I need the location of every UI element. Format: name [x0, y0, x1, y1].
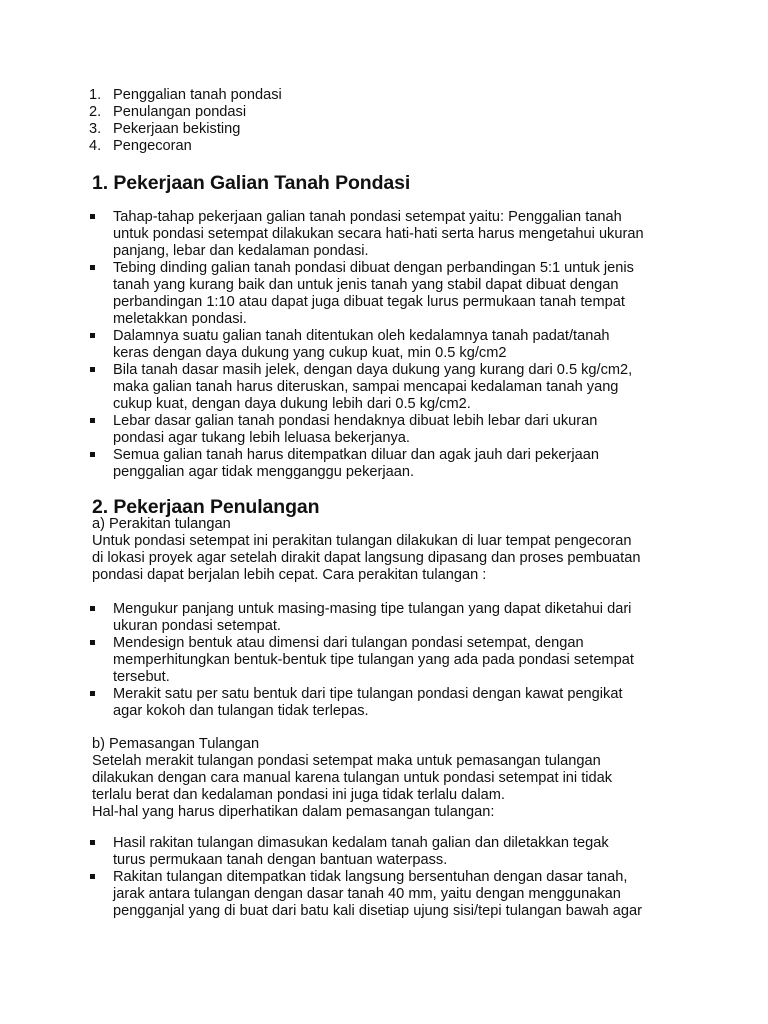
bullet-square-icon	[90, 367, 95, 372]
bullet-square-icon	[90, 691, 95, 696]
section-heading-penulangan: 2. Pekerjaan Penulangan	[92, 496, 320, 518]
bullet-item	[90, 328, 690, 362]
list-number: 2.	[89, 104, 102, 120]
bullet-item	[90, 869, 690, 920]
list-item	[89, 138, 689, 155]
bullet-text: Merakit satu per satu bentuk dari tipe tulangan pondasi dengan kawat pengikat agar kokoh dan tulangan tidak terlepas.	[113, 686, 623, 719]
bullet-item	[90, 260, 690, 328]
list-item-text: Pekerjaan bekisting	[113, 121, 241, 137]
bullet-item	[90, 447, 690, 481]
bullet-square-icon	[90, 265, 95, 270]
list-number: 3.	[89, 121, 102, 137]
bullet-text: Semua galian tanah harus ditempatkan diluar dan agak jauh dari pekerjaan penggalian agar tidak mengganggu pekerjaan.	[113, 447, 599, 480]
bullet-item	[90, 362, 690, 413]
bullet-text: Tebing dinding galian tanah pondasi dibuat dengan perbandingan 5:1 untuk jenis tanah yang kurang baik dan untuk jenis tanah yang stabil dapat dibuat dengan perbandingan 1:10 atau dapat juga dibuat tegak lurus permukaan tanah tempat meletakkan pondasi.	[113, 260, 634, 327]
list-item-text: Pengecoran	[113, 138, 192, 154]
pemasangan-paragraph: b) Pemasangan Tulangan Setelah merakit tulangan pondasi setempat maka untuk pemasangan tulangan dilakukan dengan cara manual karena tulangan untuk pondasi setempat ini tidak terlalu berat dan kedalaman pondasi ini juga tidak terlalu dalam. Hal-hal yang harus diperhatikan dalam pemasangan tulangan:	[92, 736, 613, 820]
bullet-square-icon	[90, 333, 95, 338]
list-item	[89, 121, 689, 138]
bullet-text: Hasil rakitan tulangan dimasukan kedalam tanah galian dan diletakkan tegak turus permukaan tanah dengan bantuan waterpass.	[113, 835, 609, 868]
bullet-item	[90, 635, 690, 686]
list-item	[89, 104, 689, 121]
bullet-item	[90, 413, 690, 447]
bullet-square-icon	[90, 640, 95, 645]
bullet-square-icon	[90, 840, 95, 845]
bullet-text: Mengukur panjang untuk masing-masing tipe tulangan yang dapat diketahui dari ukuran pondasi setempat.	[113, 601, 632, 634]
list-item-text: Penggalian tanah pondasi	[113, 87, 282, 103]
bullet-text: Mendesign bentuk atau dimensi dari tulangan pondasi setempat, dengan memperhitungkan bentuk-bentuk tipe tulangan yang ada pada pondasi setempat tersebut.	[113, 635, 634, 685]
bullet-text: Tahap-tahap pekerjaan galian tanah pondasi setempat yaitu: Penggalian tanah untuk pondasi setempat dilakukan secara hati-hati serta harus mengetahui ukuran panjang, lebar dan kedalaman pondasi.	[113, 209, 644, 259]
section-heading-galian: 1. Pekerjaan Galian Tanah Pondasi	[92, 172, 411, 194]
bullet-square-icon	[90, 418, 95, 423]
bullet-square-icon	[90, 606, 95, 611]
bullet-item	[90, 835, 690, 869]
bullet-item	[90, 209, 690, 260]
bullet-item	[90, 686, 690, 720]
bullet-text: Lebar dasar galian tanah pondasi hendaknya dibuat lebih lebar dari ukuran pondasi agar tukang lebih leluasa bekerjanya.	[113, 413, 598, 446]
bullet-square-icon	[90, 452, 95, 457]
bullet-text: Bila tanah dasar masih jelek, dengan daya dukung yang kurang dari 0.5 kg/cm2, maka galian tanah harus diteruskan, sampai mencapai kedalaman tanah yang cukup kuat, dengan daya dukung lebih dari 0.5 kg/cm2.	[113, 362, 633, 412]
perakitan-paragraph: a) Perakitan tulangan Untuk pondasi setempat ini perakitan tulangan dilakukan di luar tempat pengecoran di lokasi proyek agar setelah dirakit dapat langsung dipasang dan proses pembuatan pondasi dapat berjalan lebih cepat. Cara perakitan tulangan :	[92, 516, 641, 583]
perakitan-bullet-list	[90, 601, 690, 720]
list-item	[89, 87, 689, 104]
galian-bullet-list	[90, 209, 690, 481]
bullet-square-icon	[90, 874, 95, 879]
bullet-text: Rakitan tulangan ditempatkan tidak langsung bersentuhan dengan dasar tanah, jarak antara tulangan dengan dasar tanah 40 mm, yaitu dengan menggunakan pengganjal yang di buat dari batu kali disetiap ujung sisi/tepi tulangan bawah agar	[113, 869, 642, 919]
list-item-text: Penulangan pondasi	[113, 104, 247, 120]
bullet-text: Dalamnya suatu galian tanah ditentukan oleh kedalamnya tanah padat/tanah keras dengan daya dukung yang cukup kuat, min 0.5 kg/cm2	[113, 328, 610, 361]
list-number: 4.	[89, 138, 102, 154]
bullet-item	[90, 601, 690, 635]
pemasangan-bullet-list	[90, 835, 690, 920]
intro-numbered-list	[89, 87, 689, 155]
list-number: 1.	[89, 87, 102, 103]
bullet-square-icon	[90, 214, 95, 219]
